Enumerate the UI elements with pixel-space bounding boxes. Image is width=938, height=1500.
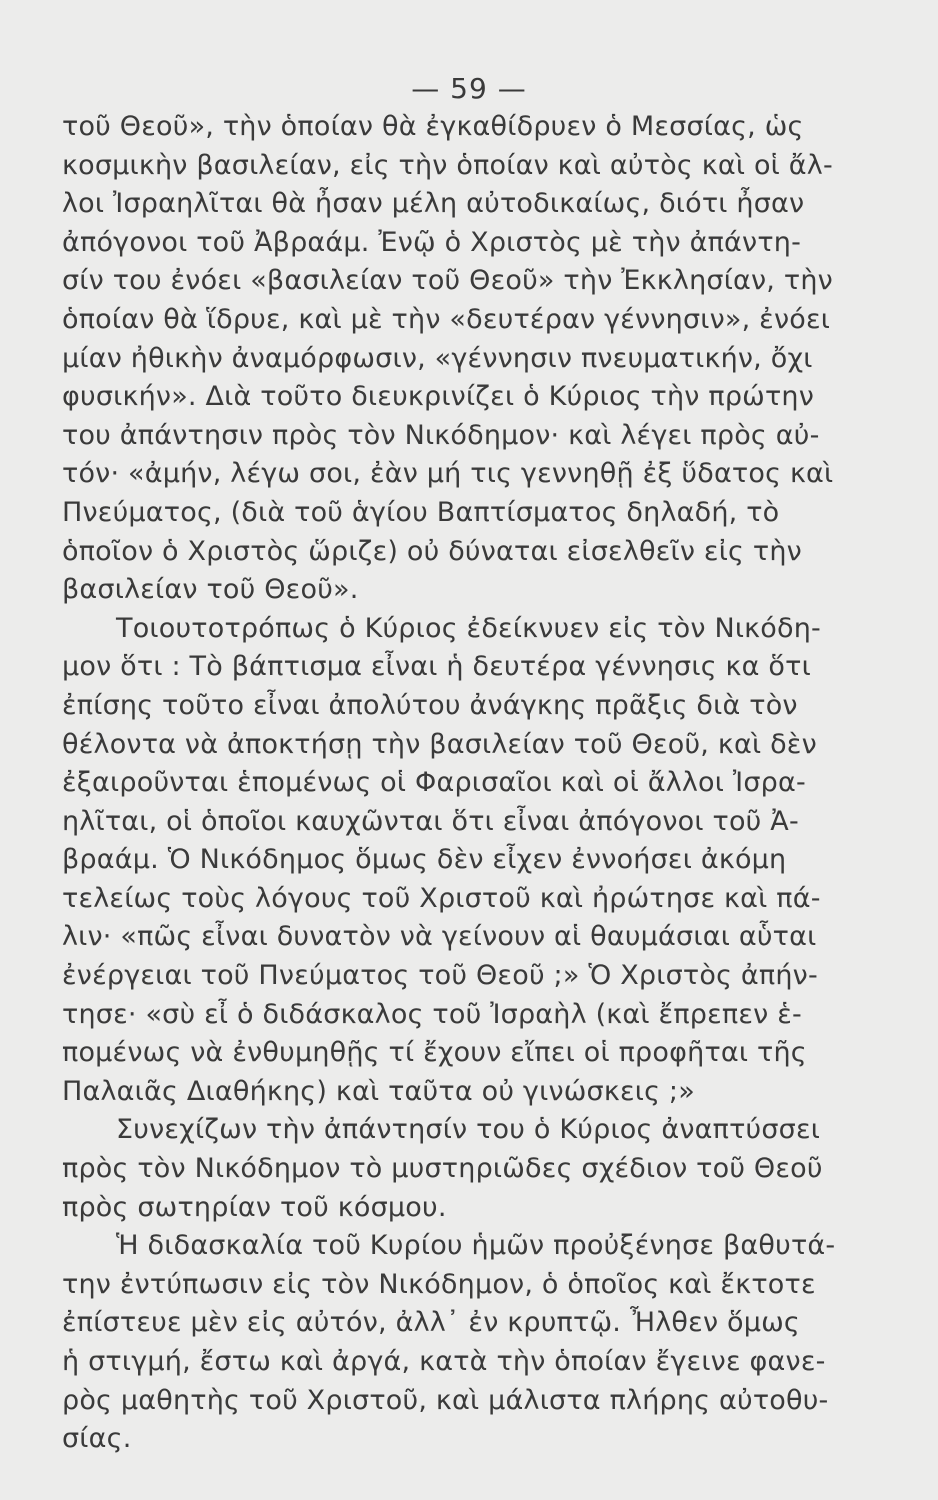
text-line: μον ὅτι : Τὸ βάπτισμα εἶναι ἡ δευτέρα γέννησις κα ὅτι: [62, 651, 811, 683]
text-line: τησε· «σὺ εἶ ὁ διδάσκαλος τοῦ Ἰσραὴλ (καὶ ἔπρεπεν ἑ-: [62, 998, 802, 1030]
text-line: ἐξαιροῦνται ἑπομένως οἱ Φαρισαῖοι καὶ οἱ ἄλλοι Ἰσρα-: [62, 767, 806, 799]
text-line: ρὸς μαθητὴς τοῦ Χριστοῦ, καὶ μάλιστα πλήρης αὐτοθυ-: [62, 1384, 829, 1416]
text-line: σίας.: [62, 1423, 132, 1455]
text-line: πρὸς τὸν Νικόδημον τὸ μυστηριῶδες σχέδιον τοῦ Θεοῦ: [62, 1153, 823, 1185]
text-line: τελείως τοὺς λόγους τοῦ Χριστοῦ καὶ ἠρώτησε καὶ πά-: [62, 882, 821, 914]
text-line: λοι Ἰσραηλῖται θὰ ἦσαν μέλη αὐτοδικαίως, διότι ἦσαν: [62, 188, 805, 220]
text-line: μίαν ἠθικὴν ἀναμόρφωσιν, «γέννησιν πνευματικήν, ὄχι: [62, 342, 813, 374]
text-line: ἐπίστευε μὲν εἰς αὐτόν, ἀλλ᾽ ἐν κρυπτῷ. Ἦλθεν ὅμως: [62, 1307, 800, 1339]
text-line: ὁποῖον ὁ Χριστὸς ὥριζε) οὐ δύναται εἰσελθεῖν εἰς τὴν: [62, 535, 802, 567]
paragraph-start-line: Ἡ διδασκαλία τοῦ Κυρίου ἡμῶν προὐξένησε βαθυτά-: [116, 1230, 836, 1262]
text-line: ἀπόγονοι τοῦ Ἀβραάμ. Ἐνῷ ὁ Χριστὸς μὲ τὴν ἀπάντη-: [62, 226, 802, 258]
text-line: φυσικήν». Διὰ τοῦτο διευκρινίζει ὁ Κύριος τὴν πρώτην: [62, 381, 815, 413]
text-line: ηλῖται, οἱ ὁποῖοι καυχῶνται ὅτι εἶναι ἀπόγονοι τοῦ Ἀ-: [62, 805, 799, 837]
text-line: βραάμ. Ὁ Νικόδημος ὅμως δὲν εἶχεν ἐννοήσει ἀκόμη: [62, 844, 787, 876]
text-line: του ἀπάντησιν πρὸς τὸν Νικόδημον· καὶ λέγει πρὸς αὐ-: [62, 419, 820, 451]
text-line: τόν· «ἀμήν, λέγω σοι, ἐὰν μή τις γεννηθῇ ἐξ ὕδατος καὶ: [62, 458, 834, 490]
paragraph-start-line: Συνεχίζων τὴν ἀπάντησίν του ὁ Κύριος ἀναπτύσσει: [116, 1114, 821, 1146]
text-line: ἐνέργειαι τοῦ Πνεύματος τοῦ Θεοῦ ;» Ὁ Χριστὸς ἀπήν-: [62, 960, 818, 992]
text-line: πομένως νὰ ἐνθυμηθῇς τί ἔχουν εἴπει οἱ προφῆται τῆς: [62, 1037, 807, 1069]
text-line: ὁποίαν θὰ ἵδρυε, καὶ μὲ τὴν «δευτέραν γέννησιν», ἐνόει: [62, 303, 831, 335]
text-line: τοῦ Θεοῦ», τὴν ὁποίαν θὰ ἐγκαθίδρυεν ὁ Μεσσίας, ὡς: [62, 111, 804, 142]
text-line: σίν του ἐνόει «βασιλείαν τοῦ Θεοῦ» τὴν Ἐκκλησίαν, τὴν: [62, 265, 833, 297]
page-number: — 59 —: [411, 72, 527, 105]
text-line: την ἐντύπωσιν εἰς τὸν Νικόδημον, ὁ ὁποῖος καὶ ἔκτοτε: [62, 1268, 816, 1300]
text-line: λιν· «πῶς εἶναι δυνατὸν νὰ γείνουν αἱ θαυμάσιαι αὗται: [62, 921, 817, 953]
text-line: ἡ στιγμή, ἔστω καὶ ἀργά, κατὰ τὴν ὁποίαν ἔγεινε φανε-: [62, 1346, 826, 1377]
text-line: πρὸς σωτηρίαν τοῦ κόσμου.: [62, 1191, 447, 1223]
text-line: θέλοντα νὰ ἀποκτήσῃ τὴν βασιλείαν τοῦ Θεοῦ, καὶ δὲν: [62, 728, 817, 760]
text-line: ἐπίσης τοῦτο εἶναι ἀπολύτου ἀνάγκης πρᾶξις διὰ τὸν: [62, 689, 798, 721]
text-line: Παλαιᾶς Διαθήκης) καὶ ταῦτα οὐ γινώσκεις ;»: [62, 1075, 695, 1107]
body-text: [62, 108, 922, 1459]
text-line: κοσμικὴν βασιλείαν, εἰς τὴν ὁποίαν καὶ αὐτὸς καὶ οἱ ἄλ-: [62, 149, 833, 181]
paragraph-start-line: Τοιουτοτρόπως ὁ Κύριος ἐδείκνυεν εἰς τὸν Νικόδη-: [116, 612, 821, 644]
text-line: Πνεύματος, (διὰ τοῦ ἁγίου Βαπτίσματος δηλαδή, τὸ: [62, 496, 780, 528]
text-line: βασιλείαν τοῦ Θεοῦ».: [62, 574, 359, 606]
